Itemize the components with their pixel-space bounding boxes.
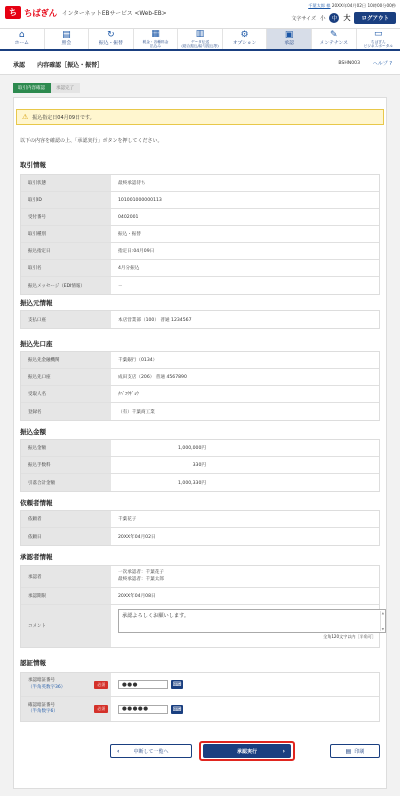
- back-label: 中断して一覧へ: [133, 748, 169, 755]
- font-size-small[interactable]: 小: [319, 16, 326, 22]
- font-size-label: 文字サイズ: [291, 15, 316, 22]
- table-row: [21, 511, 379, 528]
- nav-label: ちばぎん ビジネスポータル: [363, 39, 393, 48]
- required-badge: 必須: [94, 705, 108, 713]
- table-row: [21, 386, 379, 403]
- progress-steps: [13, 83, 80, 93]
- nav-item-tax-payment[interactable]: [134, 29, 179, 49]
- destination-table: [20, 351, 380, 421]
- comment-textarea[interactable]: [118, 609, 386, 633]
- confirm-pin-hint: （半角数字6）: [28, 709, 58, 714]
- table-row: [21, 311, 379, 328]
- requester-table: [20, 510, 380, 546]
- nav-item-options[interactable]: [223, 29, 268, 49]
- row-label: 承認者: [21, 566, 111, 587]
- final-approver: 最終承認者：千葉太郎: [118, 576, 164, 582]
- row-value: [111, 474, 379, 491]
- nav-label: メンテナンス: [319, 41, 348, 47]
- nav-item-data-transmission[interactable]: [178, 29, 223, 49]
- transaction-table: [20, 174, 380, 295]
- page-title: [13, 60, 103, 69]
- table-row: [21, 697, 379, 721]
- source-table: [20, 310, 380, 329]
- table-row: [21, 369, 379, 386]
- confirm-pin-input[interactable]: ●●●●●: [118, 705, 168, 714]
- inquiry-icon: ▤: [62, 30, 71, 41]
- font-size-switcher: [291, 12, 396, 24]
- nav-item-inquiry[interactable]: [45, 29, 90, 49]
- row-label: 承認期限: [21, 588, 111, 604]
- row-value: 4月分振込: [118, 266, 140, 271]
- comment-text: 承認よろしくお願いします。: [122, 613, 190, 619]
- print-label: 印刷: [354, 748, 365, 755]
- auth-table: [20, 672, 380, 722]
- row-label: [21, 697, 111, 721]
- nav-item-business-portal[interactable]: [357, 29, 400, 49]
- user-name[interactable]: 千葉太郎 様: [308, 3, 331, 8]
- comment-limit-note: 全角120文字以内［半角可］: [323, 634, 376, 639]
- row-value: 千葉銀行（0134）: [118, 358, 158, 363]
- section-title-auth: 認証情報: [20, 659, 46, 667]
- business-portal-icon: ▭: [374, 28, 383, 39]
- nav-label: ホーム: [14, 41, 29, 47]
- software-keyboard-icon[interactable]: ⌨: [172, 705, 182, 713]
- row-value: 千葉花子: [118, 517, 137, 522]
- row-value: （有）千葉商工業: [118, 409, 155, 415]
- table-row: [21, 588, 379, 605]
- help-label: ヘルプ: [372, 61, 388, 67]
- home-icon: ⌂: [18, 30, 25, 41]
- approval-pin-input[interactable]: ●●●: [118, 680, 168, 689]
- table-row: [21, 192, 379, 209]
- row-label: 受付番号: [21, 209, 111, 225]
- row-label: 振込先金融機関: [21, 352, 111, 368]
- required-badge: 必須: [94, 681, 108, 689]
- font-size-large[interactable]: 大: [343, 14, 351, 22]
- row-value: 振込・振替: [118, 232, 141, 237]
- nav-label: 承認: [284, 41, 294, 47]
- row-value: 本店営業部（100） 普通 1234567: [118, 317, 192, 323]
- tax-payment-icon: ▦: [151, 28, 160, 39]
- approval-icon: ▣: [284, 30, 294, 41]
- page-title-text: 内容確認［振込・振替］: [37, 62, 104, 69]
- page-title-bar: [0, 51, 400, 75]
- table-row: [21, 457, 379, 474]
- row-label: 登録名: [21, 403, 111, 420]
- row-value: 成田支店（206） 普通 4567890: [118, 375, 187, 380]
- row-label: 依頼日: [21, 528, 111, 545]
- row-label: 支払口座: [21, 311, 111, 328]
- brand-name: ちばぎん: [24, 8, 57, 19]
- row-value: [111, 440, 379, 456]
- row-value: 最終承認待ち: [118, 181, 146, 186]
- print-button[interactable]: [330, 744, 380, 758]
- row-label: 振込指定日: [21, 243, 111, 259]
- nav-label: 振込・振替: [98, 41, 123, 47]
- help-icon: ?: [389, 61, 392, 67]
- page-category: 承認: [13, 62, 26, 69]
- help-link[interactable]: [373, 60, 392, 67]
- service-name: インターネットEBサービス <Web-EB>: [61, 11, 167, 17]
- scroll-down-icon[interactable]: ▼: [381, 627, 384, 631]
- step-complete: 承認完了: [51, 83, 80, 93]
- table-row: [21, 605, 384, 647]
- row-value: [111, 457, 379, 473]
- chevron-right-icon: ›: [282, 747, 285, 755]
- amount-table: [20, 439, 380, 492]
- row-value: 指定日:04月09日: [118, 249, 155, 254]
- table-row: [21, 403, 379, 420]
- section-title-destination: 振込先口座: [20, 340, 53, 348]
- alert-text: 振込指定日04月09日です。: [32, 114, 95, 121]
- row-label: 振込先口座: [21, 369, 111, 385]
- logout-button[interactable]: ログアウト: [354, 12, 396, 24]
- nav-item-transfer[interactable]: [89, 29, 134, 49]
- screen-code: BSHN003: [338, 61, 360, 66]
- user-info: [308, 3, 396, 9]
- nav-label: 照会: [61, 41, 72, 47]
- nav-item-maintenance[interactable]: [312, 29, 357, 49]
- data-transmission-icon: ▥: [195, 28, 205, 39]
- table-row: [21, 277, 379, 294]
- row-label: 取引名: [21, 260, 111, 276]
- approve-execute-button[interactable]: [203, 744, 291, 758]
- table-row: [21, 243, 379, 260]
- row-value: 0402001: [118, 214, 139, 220]
- nav-item-approval[interactable]: [267, 29, 312, 49]
- row-value: 20XX年04月08日: [118, 594, 156, 599]
- nav-item-home[interactable]: [0, 29, 45, 49]
- back-to-list-button[interactable]: [110, 744, 192, 758]
- section-title-requester: 依頼者情報: [20, 499, 53, 507]
- row-label: 受取人名: [21, 386, 111, 402]
- confirm-pin-label: 確認暗証番号: [28, 702, 55, 708]
- row-label: 振込手数料: [21, 457, 111, 473]
- section-title-source: 振込元情報: [20, 299, 53, 307]
- chevron-left-icon: ‹: [117, 747, 120, 755]
- section-title-approver: 承認者情報: [20, 553, 53, 561]
- section-title-amount: 振込金額: [20, 428, 46, 436]
- approval-pin-label: 承認暗証番号: [28, 678, 55, 684]
- global-nav: [0, 28, 400, 51]
- row-label: 取引種別: [21, 226, 111, 242]
- notice-alert: [16, 109, 384, 125]
- row-value: 101001000000113: [118, 197, 162, 203]
- transfer-icon: ↻: [107, 30, 115, 41]
- printer-icon: ▤: [345, 747, 352, 755]
- scroll-up-icon[interactable]: ▲: [381, 611, 384, 615]
- row-label: 振込金額: [21, 440, 111, 456]
- step-confirm: 取引内容確認: [13, 83, 51, 93]
- warning-icon: ⚠: [22, 113, 29, 121]
- row-value: [111, 605, 393, 647]
- amount-value: 1,000,000円: [178, 446, 206, 451]
- row-label: 取引状態: [21, 175, 111, 191]
- total-value: 1,000,330円: [178, 480, 206, 486]
- logo-mark: ち: [5, 6, 21, 19]
- bank-logo[interactable]: [5, 6, 167, 19]
- fee-value: 330円: [192, 463, 206, 468]
- table-row: [21, 260, 379, 277]
- row-label: 引落合計金額: [21, 474, 111, 491]
- row-label: コメント: [21, 605, 111, 647]
- row-label: 振込メッセージ（EDI情報）: [21, 277, 111, 294]
- nav-label: データ伝送 (総合振込/給与振込等): [181, 39, 219, 48]
- table-row: [21, 440, 379, 457]
- table-row: [21, 673, 379, 697]
- row-label: [21, 673, 111, 696]
- maintenance-icon: ✎: [329, 30, 338, 41]
- approval-pin-hint: （半角英数字36）: [28, 684, 66, 690]
- row-value: 20XX年04月02日: [118, 534, 156, 540]
- nav-label: 税金・各種料金 払込み: [142, 39, 169, 48]
- table-row: [21, 209, 379, 226]
- table-row: [21, 226, 379, 243]
- row-value: [111, 673, 379, 696]
- header: [0, 0, 400, 28]
- nav-label: オプション: [232, 41, 257, 47]
- last-login: 20XX年04月02日 10時00分00秒: [331, 3, 396, 8]
- intro-text: 以下の内容を確認の上、「承認実行」ボタンを押してください。: [20, 138, 163, 144]
- row-value: [111, 697, 379, 721]
- row-label: 取引ID: [21, 192, 111, 208]
- row-value: ﾁﾊﾞｺｳｷﾞｮｳ: [118, 392, 139, 397]
- first-approver: 一次承認者：千葉花子: [118, 569, 164, 575]
- table-row: [21, 528, 379, 545]
- table-row: [21, 352, 379, 369]
- execute-label: 承認実行: [236, 748, 257, 755]
- section-title-transaction: 取引情報: [20, 161, 46, 169]
- row-label: 依頼者: [21, 511, 111, 527]
- font-size-medium[interactable]: 中: [329, 13, 339, 23]
- options-icon: ⚙: [240, 30, 249, 41]
- row-value: [111, 566, 379, 587]
- software-keyboard-icon[interactable]: ⌨: [172, 681, 182, 688]
- row-value: －: [118, 283, 123, 289]
- table-row: [21, 566, 379, 588]
- table-row: [21, 474, 379, 491]
- table-row: [21, 175, 379, 192]
